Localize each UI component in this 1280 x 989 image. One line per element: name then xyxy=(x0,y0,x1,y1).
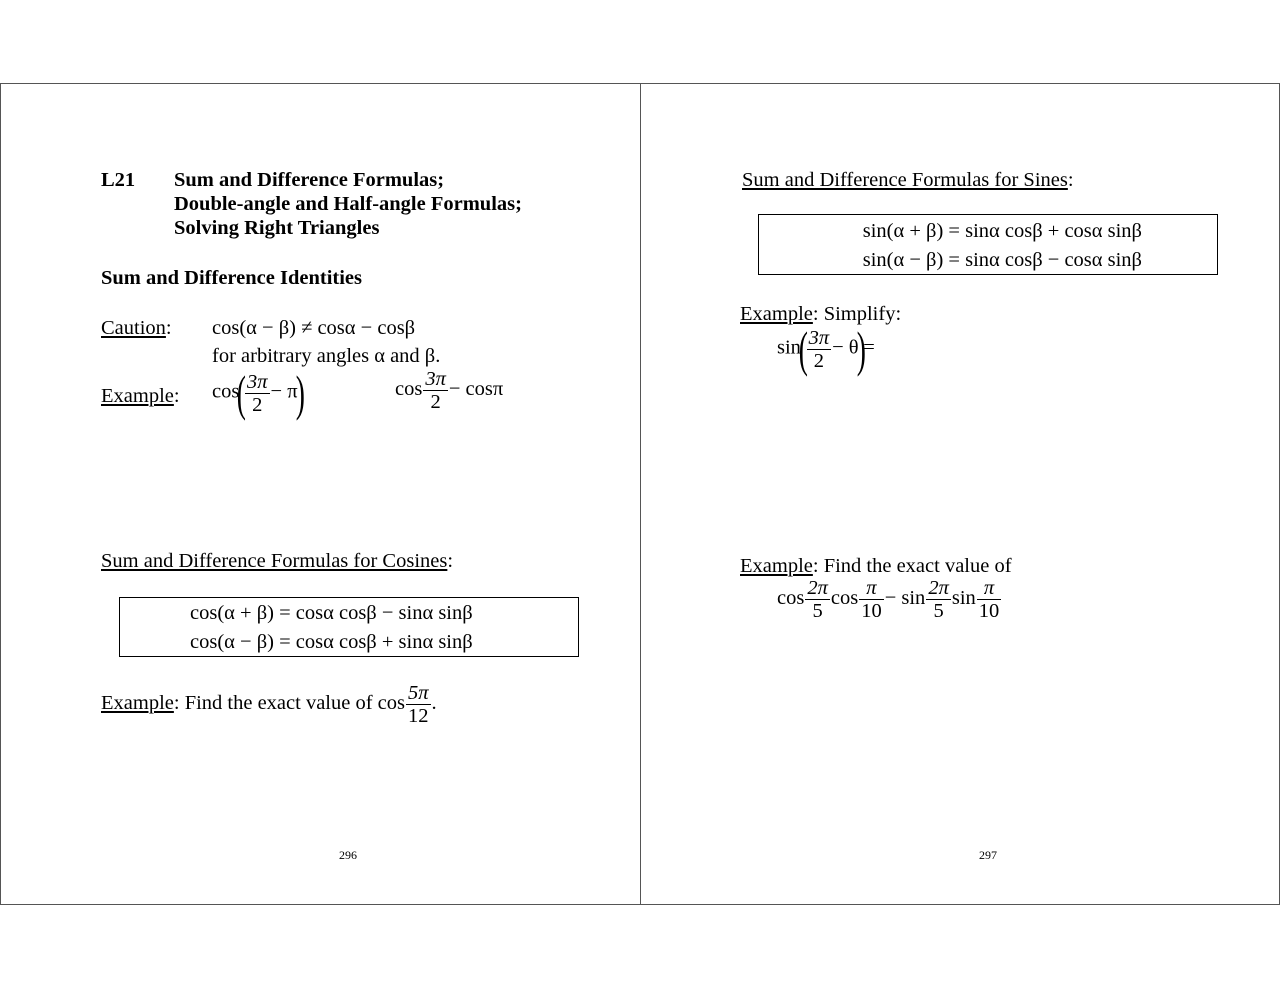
term-4-fn: sin xyxy=(951,587,976,610)
title-line-3: Solving Right Triangles xyxy=(174,217,380,239)
example1-fn: sin xyxy=(777,336,801,359)
fraction-numerator: π xyxy=(977,577,1002,600)
left-page xyxy=(0,83,641,905)
example2-label: Example xyxy=(101,692,174,715)
example2-expr xyxy=(777,577,1002,622)
example2-text: : Find the exact value of xyxy=(812,555,1012,577)
sines-formula-box xyxy=(758,214,1218,275)
term-3-fraction xyxy=(926,577,951,622)
sin-formula-2: sin(α − β) = sinα cosβ − cosα sinβ xyxy=(862,249,1142,271)
example1-lhs-fn: cos xyxy=(212,380,240,403)
example1-fraction xyxy=(807,327,832,372)
term-2-fraction xyxy=(859,577,884,622)
caution-row: Caution: xyxy=(101,317,172,339)
close-paren: ) xyxy=(856,321,866,377)
fraction-denominator: 2 xyxy=(813,349,824,372)
title-line-2: Double-angle and Half-angle Formulas; xyxy=(174,193,522,215)
caution-expr: cos(α − β) ≠ cosα − cosβ xyxy=(212,317,416,339)
example1-text: : Simplify: xyxy=(812,303,902,325)
fraction-denominator: 5 xyxy=(933,600,944,622)
example1-rhs-fraction xyxy=(423,368,448,413)
fraction-numerator: 3π xyxy=(425,368,446,390)
cosines-heading: Sum and Difference Formulas for Cosines xyxy=(101,550,448,572)
page-number-right: 297 xyxy=(979,848,997,862)
example2-row: Example: Find the exact value of cos $\frac{5\pi}{12}$ . xyxy=(101,682,437,727)
fraction-numerator: 3π xyxy=(808,326,830,349)
fraction-numerator: π xyxy=(859,577,884,600)
example1-lhs-fraction xyxy=(245,371,270,416)
caution-note: for arbitrary angles α and β. xyxy=(212,345,441,367)
example1-equals: = xyxy=(863,336,875,359)
example1-rhs-fn: cos xyxy=(395,378,423,401)
cosines-heading-row: Sum and Difference Formulas for Cosines: xyxy=(101,550,454,572)
fraction-denominator: 10 xyxy=(978,600,1000,622)
cos-formula-1: cos(α + β) = cosα cosβ − sinα sinβ xyxy=(190,602,473,624)
example2-text: : Find the exact value of cos xyxy=(173,692,406,715)
example1-tail: − θ xyxy=(832,336,859,359)
example1-row xyxy=(740,302,901,326)
fraction-denominator: 2 xyxy=(252,393,263,416)
caution-label: Caution xyxy=(101,317,166,339)
example1-rhs xyxy=(395,368,503,413)
close-paren: ) xyxy=(295,365,305,421)
cosines-formula-box xyxy=(119,597,579,657)
fraction-numerator: 3π xyxy=(246,370,268,393)
fraction-numerator: 5π xyxy=(408,682,429,704)
example2-label: Example xyxy=(740,555,813,577)
example1-expr xyxy=(777,321,875,377)
fraction-numerator: 2π xyxy=(807,577,828,599)
example1-label-row: Example: xyxy=(101,385,180,407)
section-heading: Sum and Difference Identities xyxy=(101,267,362,289)
term-2-fn: cos xyxy=(830,587,859,610)
term-1-fn: cos xyxy=(777,587,805,610)
cos-formula-2: cos(α − β) = cosα cosβ + sinα sinβ xyxy=(190,631,473,653)
sin-formula-1: sin(α + β) = sinα cosβ + cosα sinβ xyxy=(862,220,1142,242)
sines-heading: Sum and Difference Formulas for Sines xyxy=(742,169,1068,191)
term-3-fn: − sin xyxy=(884,587,926,610)
fraction-denominator: 2 xyxy=(430,391,441,413)
term-4-fraction xyxy=(977,577,1002,622)
right-page xyxy=(640,83,1280,905)
term-1-fraction xyxy=(805,577,830,622)
example2-row xyxy=(740,554,1012,578)
open-paren: ( xyxy=(237,365,247,421)
title-line-1: Sum and Difference Formulas; xyxy=(174,169,445,191)
fraction-denominator: 12 xyxy=(408,705,429,727)
example1-label: Example xyxy=(101,385,174,407)
example1-label: Example xyxy=(740,303,813,325)
example1-lhs-tail: − π xyxy=(270,380,298,403)
sines-heading-row: Sum and Difference Formulas for Sines: xyxy=(742,169,1074,191)
example2-fraction xyxy=(406,682,431,727)
example1-rhs-tail: − cosπ xyxy=(448,378,504,401)
page-number-left: 296 xyxy=(339,848,357,862)
fraction-denominator: 10 xyxy=(861,600,882,622)
fraction-numerator: 2π xyxy=(928,577,949,599)
fraction-denominator: 5 xyxy=(812,600,823,622)
open-paren: ( xyxy=(798,321,808,377)
lecture-code: L21 xyxy=(101,169,136,191)
example1-lhs xyxy=(212,365,305,421)
